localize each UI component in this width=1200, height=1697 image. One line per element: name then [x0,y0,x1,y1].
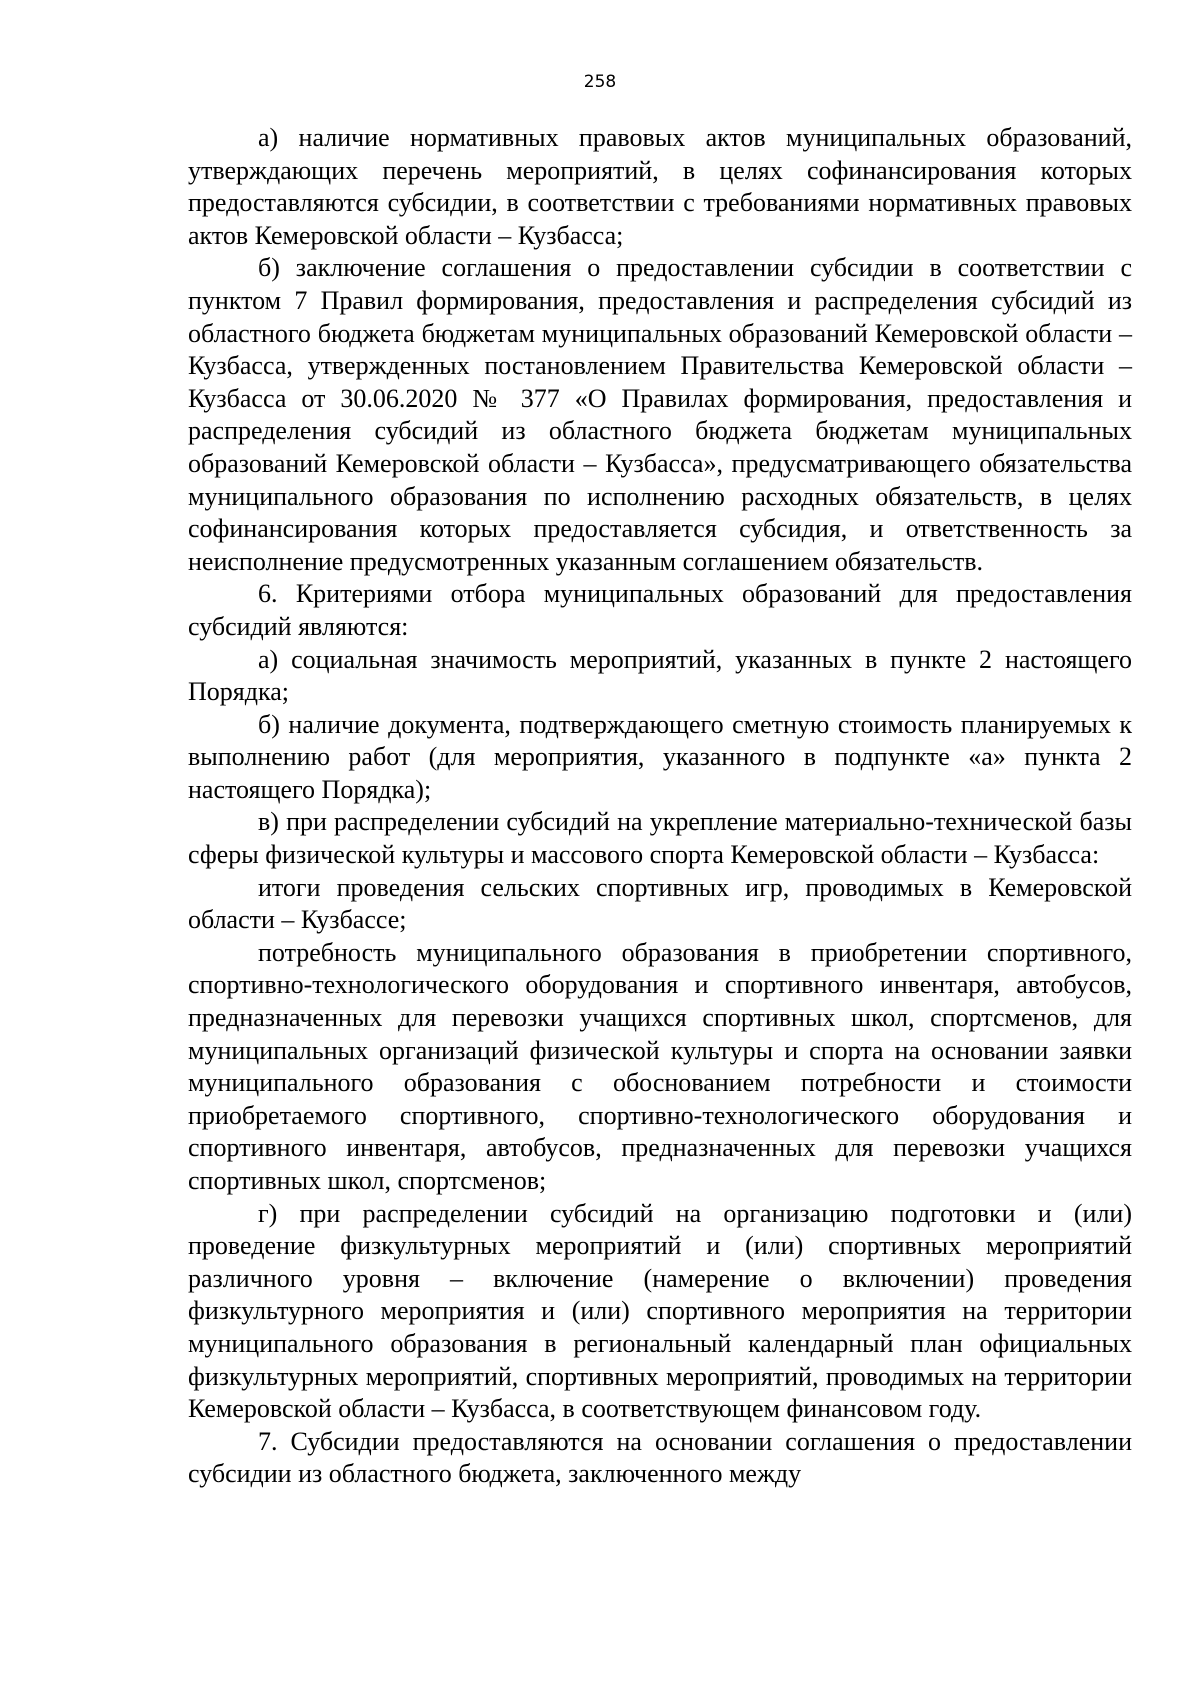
paragraph-6-criteria: 6. Критериями отбора муниципальных образований для предоставления субсидий являются: [188,579,1132,641]
paragraph-rural-games: итоги проведения сельских спортивных игр, проводимых в Кемеровской области – Кузбассе; [188,872,1132,935]
paragraph-criteria-b: б) наличие документа, подтверждающего сметную стоимость планируемых к выполнению работ (для мероприятия, указанного в подпункте «а» пункта 2 настоящего Порядка); [188,709,1132,804]
paragraph-b-agreement: б) заключение соглашения о предоставлении субсидии в соответствии с пунктом 7 Правил формирования, предоставления и распределения субсидий из областного бюджета бюджетам муниципальных образований Кемеровской области – Кузбасса, утвержденных постановлением Правительства Кемеровской области – Кузбасса от 30.06.2020 № 377 «О Правилах формирования, предоставления и распределения субсидий из областного бюджета бюджетам муниципальных образований Кемеровской области – Кузбасса», предусматривающего обязательства муниципального образования по исполнению расходных обязательств, в целях софинансирования которых предоставляется субсидия, и ответственность за неисполнение предусмотренных указанным соглашением обязательств. [188,253,1132,576]
document-body [188,122,1132,1491]
paragraph-a-normative-acts: а) наличие нормативных правовых актов муниципальных образований, утверждающих перечень мероприятий, в целях софинансирования которых предоставляются субсидии, в соответствии с требованиями нормативных правовых актов Кемеровской области – Кузбасса; [188,123,1132,250]
paragraph-criteria-v: в) при распределении субсидий на укрепление материально-технической базы сферы физической культуры и массового спорта Кемеровской области – Кузбасса: [188,807,1132,870]
paragraph-7-subsidies: 7. Субсидии предоставляются на основании соглашения о предоставлении субсидии из областного бюджета, заключенного между [188,1426,1132,1489]
paragraph-equipment-need: потребность муниципального образования в приобретении спортивного, спортивно-технологического оборудования и спортивного инвентаря, автобусов, предназначенных для перевозки учащихся спортивных школ, спортсменов, для муниципальных организаций физической культуры и спорта на основании заявки муниципального образования с обоснованием потребности и стоимости приобретаемого спортивного, спортивно-технологического оборудования и спортивного инвентаря, автобусов, предназначенных для перевозки учащихся спортивных школ, спортсменов; [188,937,1132,1195]
page-number: 258 [583,72,617,92]
paragraph-criteria-a: а) социальная значимость мероприятий, указанных в пункте 2 настоящего Порядка; [188,644,1132,707]
paragraph-criteria-g: г) при распределении субсидий на организацию подготовки и (или) проведение физкультурных мероприятий и (или) спортивных мероприятий различного уровня – включение (намерение о включении) проведения физкультурного мероприятия и (или) спортивного мероприятия на территории муниципального образования в региональный календарный план официальных физкультурных мероприятий, спортивных мероприятий, проводимых на территории Кемеровской области – Кузбасса, в соответствующем финансовом году. [188,1198,1132,1424]
